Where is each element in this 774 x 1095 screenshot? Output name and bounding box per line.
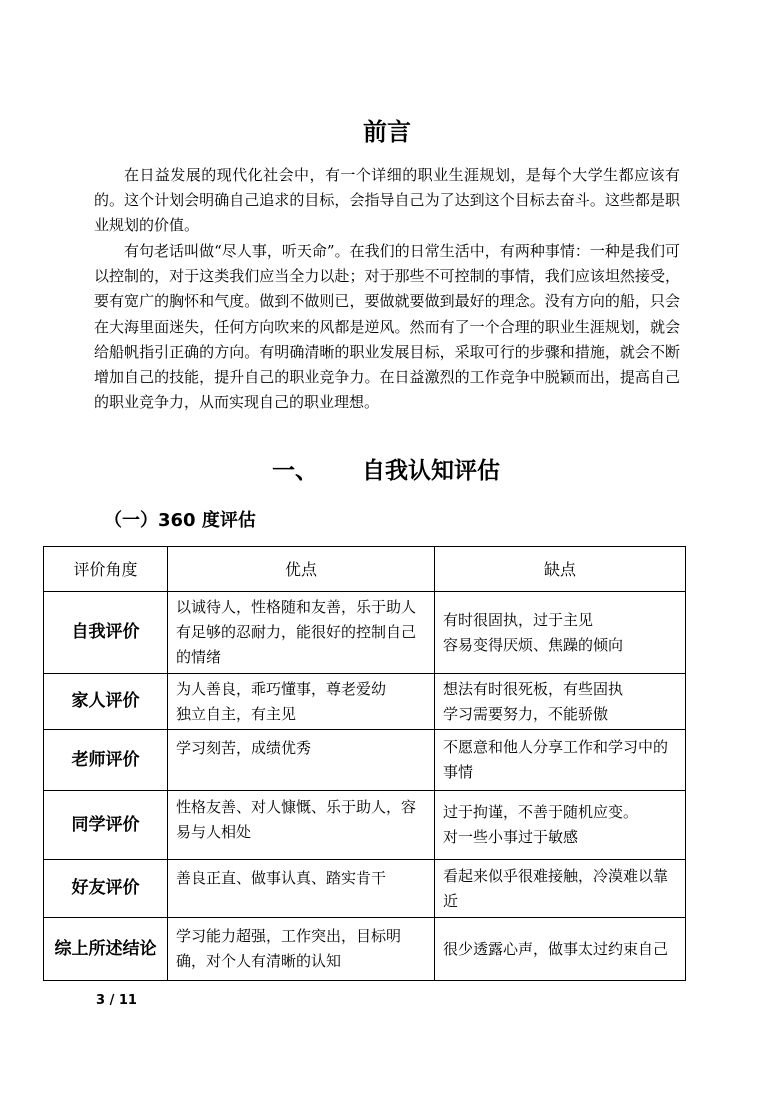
strengths-cell (168, 860, 435, 918)
table-row (44, 674, 686, 730)
weaknesses-cell (435, 791, 686, 860)
weaknesses-cell (435, 860, 686, 918)
strength-line: 善良正直、做事认真、踏实肯干 (176, 869, 387, 887)
strength-line: 独立自主，有主见 (176, 704, 297, 723)
table-header-row (44, 547, 686, 592)
table-row (44, 730, 686, 791)
strengths-cell (168, 592, 435, 674)
page-number: 3 / 11 (96, 993, 137, 1008)
strengths-cell (168, 791, 435, 860)
header-perspective: 评价角度 (44, 547, 168, 592)
strengths-cell (168, 730, 435, 791)
row-label: 家人评价 (44, 674, 168, 730)
weakness-line: 有时很固执，过于主见 (443, 610, 594, 629)
strength-line: 有足够的忍耐力，能很好的控制自己的情绪 (176, 623, 417, 666)
weakness-line: 想法有时很死板，有些固执 (443, 679, 624, 698)
weakness-line: 看起来似乎很难接触，冷漠难以靠近 (443, 866, 669, 910)
intro-paragraph-2: 有句老话叫做“尽人事，听天命”。在我们的日常生活中，有两种事情：一种是我们可以控制的，对于这类我们应当全力以赴；对于那些不可控制的事情，我们应该坦然接受，要有宽广的胸怀和气度。做到不做则已，要做就要做到最好的理念。没有方向的船，只会在大海里面迷失，任何方向吹来的风都是逆风。然而有了一个合理的职业生涯规划，就会给船帆指引正确的方向。有明确清晰的职业发展目标，采取可行的步骤和措施，就会不断增加自己的技能，提升自己的职业竞争力。在日益激烈的工作竞争中脱颖而出，提高自己的职业竞争力，从而实现自己的职业理想。 (94, 242, 680, 412)
weaknesses-cell (435, 730, 686, 791)
header-strengths: 优点 (168, 547, 435, 592)
strength-line: 以诚待人，性格随和友善，乐于助人 (176, 598, 417, 616)
table-row (44, 918, 686, 981)
strength-line: 为人善良，乖巧懂事，尊老爱幼 (176, 679, 387, 698)
strengths-cell (168, 674, 435, 730)
weakness-line: 容易变得厌烦、焦躁的倾向 (443, 635, 624, 654)
row-label: 好友评价 (44, 860, 168, 918)
weaknesses-cell (435, 918, 686, 981)
header-weaknesses: 缺点 (435, 547, 686, 592)
row-label: 同学评价 (44, 791, 168, 860)
table-row (44, 860, 686, 918)
page-title: 前言 (363, 118, 411, 146)
row-label: 综上所述结论 (44, 918, 168, 981)
table-row (44, 791, 686, 860)
weakness-line: 过于拘谨，不善于随机应变。 (443, 803, 639, 821)
weaknesses-cell (435, 674, 686, 730)
weakness-line: 对一些小事过于敏感 (443, 828, 579, 846)
weakness-line: 很少透露心声，做事太过约束自己 (443, 939, 669, 958)
weakness-line: 学习需要努力，不能骄傲 (443, 704, 609, 723)
intro-paragraph-1: 在日益发展的现代化社会中，有一个详细的职业生涯规划，是每个大学生都应该有的。这个计划会明确自己追求的目标，会指导自己为了达到这个目标去奋斗。这些都是职业规划的价值。 (94, 166, 680, 235)
section-title: 自我认知评估 (362, 458, 500, 484)
strengths-cell (168, 918, 435, 981)
table-row (44, 592, 686, 674)
section-number: 一、 (272, 458, 318, 484)
row-label: 老师评价 (44, 730, 168, 791)
weakness-line: 不愿意和他人分享工作和学习中的事情 (443, 738, 669, 781)
row-label: 自我评价 (44, 592, 168, 674)
strength-line: 学习刻苦，成绩优秀 (176, 739, 312, 757)
strength-line: 学习能力超强，工作突出，目标明确，对个人有清晰的认知 (176, 927, 402, 970)
weaknesses-cell (435, 592, 686, 674)
subsection-heading: （一）360 度评估 (104, 510, 256, 531)
strength-line: 性格友善、对人慷慨、乐于助人，容易与人相处 (176, 798, 417, 841)
evaluation-table (43, 546, 686, 981)
